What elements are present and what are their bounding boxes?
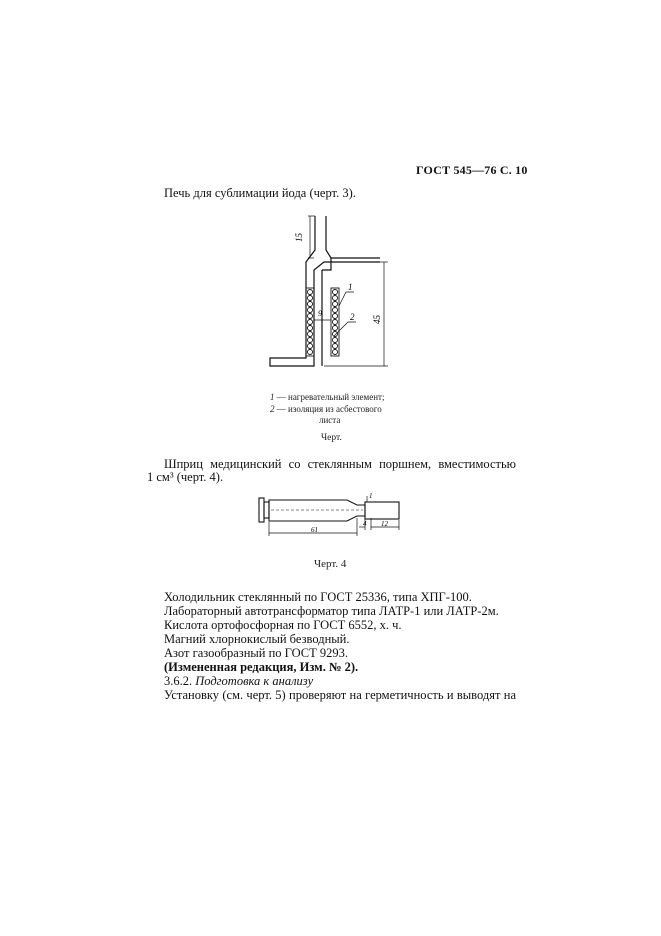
fig4-dim-length: 61 [311,526,318,534]
syringe-flange [259,498,264,522]
item-1: Холодильник стеклянный по ГОСТ 25336, типа ХПГ-100. [164,590,472,604]
fig4-dim-d1: 1 [369,492,373,500]
syringe-line-1: Шприц медицинский со стеклянным поршнем, вместимостью [164,457,516,471]
section-number: 3.6.2. [164,674,193,688]
fig3-legend-cont: листа [319,415,341,425]
fig3-legend-1: 1 — нагревательный элемент; [270,392,385,402]
tube-inner-wall [322,258,331,366]
fig4-dim-d3: 12 [381,520,388,528]
syringe-line-2: 1 см³ (черт. 4). [147,470,224,484]
figure-3-furnace-drawing [268,212,398,388]
item-3: Кислота ортофосфорная по ГОСТ 6552, х. ч. [164,618,402,632]
fig3-caption: Черт. [321,433,342,443]
figure-4-syringe-drawing [255,488,415,544]
section-title: Подготовка к анализу [195,674,314,688]
item-4: Магний хлорнокислый безводный. [164,632,350,646]
tube-top-outline [270,216,380,366]
item-5: Азот газообразный по ГОСТ 9293. [164,646,348,660]
last-line: Установку (см. черт. 5) проверяют на герметичность и выводят на [164,688,516,702]
item-2: Лабораторный автотрансформатор типа ЛАТР-1 или ЛАТР-2м. [164,604,499,618]
section-heading [164,674,313,689]
fig3-dim-height: 45 [372,315,382,324]
syringe-hub [365,502,399,519]
amendment-note: (Измененная редакция, Изм. № 2). [164,660,359,674]
fig3-legend-2: 2 — изоляция из асбестового [270,404,382,414]
furnace-intro: Печь для сублимации йода (черт. 3). [164,186,356,200]
fig3-dim-gap: 9 [318,309,322,318]
fig3-marker-2: 2 [350,312,355,322]
fig4-caption: Черт. 4 [314,558,347,570]
syringe-barrel [269,500,365,521]
fig3-dim-top: 15 [294,233,304,242]
fig4-dim-d2: 4 [363,520,367,528]
fig3-marker-1: 1 [348,282,353,292]
page-header: ГОСТ 545—76 С. 10 [416,163,528,177]
